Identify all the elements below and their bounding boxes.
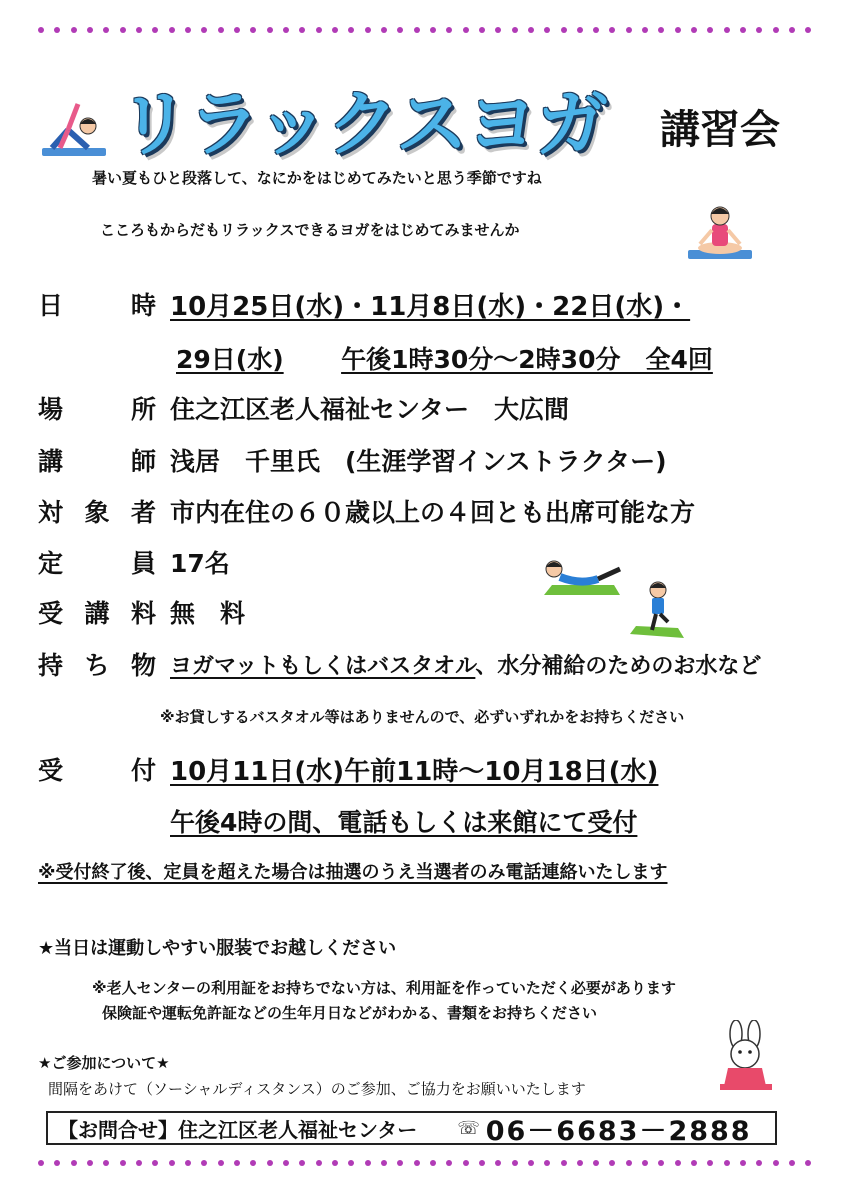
border-dot — [234, 1160, 240, 1166]
border-dot — [691, 27, 697, 33]
border-dot — [724, 1160, 730, 1166]
border-dot — [71, 1160, 77, 1166]
contact-box — [46, 1111, 777, 1145]
border-dot — [87, 1160, 93, 1166]
capacity-row — [38, 542, 230, 582]
border-dot — [414, 1160, 420, 1166]
border-dot — [250, 1160, 256, 1166]
participation-body: 間隔をあけて（ソーシャルディスタンス）のご参加、ご協力をお願いいたします — [48, 1080, 586, 1098]
border-dot — [169, 1160, 175, 1166]
reception-note: ※受付終了後、定員を超えた場合は抽選のうえ当選者のみ電話連絡いたします — [38, 862, 668, 883]
border-dot — [120, 1160, 126, 1166]
contact-phone: 06－6683－2888 — [485, 1115, 752, 1147]
border-dot — [430, 27, 436, 33]
items-note: ※お貸しするバスタオル等はありませんので、必ずいずれかをお持ちください — [160, 708, 685, 726]
intro-line-1: 暑い夏もひと段落して、なにかをはじめてみたいと思う季節ですね — [92, 169, 542, 187]
clothing-note: ★当日は運動しやすい服装でお越しください — [38, 938, 397, 959]
telephone-icon: ☏ — [457, 1117, 480, 1139]
capacity-label: 定 員 — [38, 549, 156, 578]
border-dot — [218, 1160, 224, 1166]
card-note-1: ※老人センターの利用証をお持ちでない方は、利用証を作っていただく必要があります — [92, 979, 676, 997]
border-dot — [348, 1160, 354, 1166]
border-dot — [609, 1160, 615, 1166]
border-dot — [446, 1160, 452, 1166]
border-dot — [544, 1160, 550, 1166]
border-dot — [675, 27, 681, 33]
border-dot — [642, 1160, 648, 1166]
border-dot — [463, 1160, 469, 1166]
fee-label: 受 講 料 — [38, 599, 156, 628]
reception-value-line2: 午後4時の間、電話もしくは来館にて受付 — [170, 808, 638, 837]
yoga-pose-illustration-2 — [540, 555, 624, 601]
border-dot — [250, 27, 256, 33]
border-dot — [120, 27, 126, 33]
border-dot — [658, 1160, 664, 1166]
instructor-row — [38, 440, 667, 480]
border-dot — [805, 27, 811, 33]
border-dot — [691, 1160, 697, 1166]
border-dot — [54, 1160, 60, 1166]
border-dot — [365, 27, 371, 33]
border-dot — [626, 27, 632, 33]
items-label: 持 ち 物 — [38, 651, 156, 680]
border-dot — [283, 1160, 289, 1166]
instructor-value: 浅居 千里氏 (生涯学習インストラクター) — [170, 447, 667, 476]
reception-value-line1: 10月11日(水)午前11時～10月18日(水) — [170, 756, 659, 787]
border-dot — [756, 1160, 762, 1166]
border-dot — [201, 27, 207, 33]
border-dot — [756, 27, 762, 33]
border-dot — [103, 1160, 109, 1166]
border-dot — [267, 27, 273, 33]
yoga-pose-illustration-1 — [38, 96, 110, 160]
border-dot — [773, 27, 779, 33]
border-dot — [593, 27, 599, 33]
target-label: 対 象 者 — [38, 498, 156, 527]
border-dot — [397, 1160, 403, 1166]
border-dot — [561, 1160, 567, 1166]
border-dot — [773, 1160, 779, 1166]
border-dot — [316, 1160, 322, 1166]
border-dot — [152, 1160, 158, 1166]
border-dot — [381, 27, 387, 33]
border-dot — [724, 27, 730, 33]
border-dot — [512, 27, 518, 33]
border-dot — [381, 1160, 387, 1166]
border-dot — [789, 1160, 795, 1166]
page-subtitle: 講習会 — [660, 107, 780, 153]
intro-line-2: こころもからだもリラックスできるヨガをはじめてみませんか — [100, 221, 520, 239]
items-value: ヨガマットもしくはバスタオル、水分補給のためのお水など — [170, 653, 762, 679]
border-dot — [185, 27, 191, 33]
border-dot — [577, 1160, 583, 1166]
border-dot — [658, 27, 664, 33]
border-dot — [740, 1160, 746, 1166]
border-dot — [707, 27, 713, 33]
border-dot — [642, 27, 648, 33]
card-note-2: 保険証や運転免許証などの生年月日などがわかる、書類をお持ちください — [102, 1004, 598, 1022]
fee-row — [38, 592, 245, 632]
participation-title: ★ご参加について★ — [38, 1054, 170, 1072]
contact-label: 【お問合せ】住之江区老人福祉センター — [58, 1117, 418, 1142]
border-dot — [169, 27, 175, 33]
date-label: 日 時 — [38, 291, 156, 320]
border-dot — [332, 27, 338, 33]
yoga-pose-illustration-3 — [628, 578, 688, 644]
border-dot — [544, 27, 550, 33]
title-block — [118, 72, 638, 166]
place-row — [38, 388, 569, 428]
capacity-value: 17名 — [170, 549, 230, 578]
border-dot — [397, 27, 403, 33]
border-dot — [463, 27, 469, 33]
border-dot — [185, 1160, 191, 1166]
border-dot — [218, 27, 224, 33]
border-dot — [626, 1160, 632, 1166]
border-dot — [430, 1160, 436, 1166]
page-title: リラックスヨガ — [118, 82, 606, 166]
border-dot — [201, 1160, 207, 1166]
border-dot — [805, 1160, 811, 1166]
border-dot — [267, 1160, 273, 1166]
border-dot — [479, 27, 485, 33]
border-dot — [348, 27, 354, 33]
rabbit-illustration — [712, 1020, 778, 1092]
border-dot — [54, 27, 60, 33]
border-dot — [283, 27, 289, 33]
border-dot — [593, 1160, 599, 1166]
border-dot — [136, 1160, 142, 1166]
target-row — [38, 491, 695, 531]
border-dot — [316, 27, 322, 33]
date-value-line2: 29日(水) 午後1時30分～2時30分 全4回 — [176, 345, 713, 374]
bottom-dotted-border — [38, 1158, 812, 1168]
border-dot — [103, 27, 109, 33]
border-dot — [152, 27, 158, 33]
target-value: 市内在住の６０歳以上の４回とも出席可能な方 — [170, 498, 696, 527]
border-dot — [234, 27, 240, 33]
reception-label: 受 付 — [38, 756, 156, 785]
border-dot — [609, 27, 615, 33]
instructor-label: 講 師 — [38, 447, 156, 476]
border-dot — [414, 27, 420, 33]
border-dot — [332, 1160, 338, 1166]
border-dot — [38, 1160, 44, 1166]
border-dot — [479, 1160, 485, 1166]
border-dot — [528, 1160, 534, 1166]
border-dot — [675, 1160, 681, 1166]
border-dot — [495, 27, 501, 33]
border-dot — [495, 1160, 501, 1166]
border-dot — [38, 27, 44, 33]
fee-value: 無 料 — [170, 599, 246, 628]
place-label: 場 所 — [38, 395, 156, 424]
items-row — [38, 644, 761, 684]
border-dot — [561, 27, 567, 33]
border-dot — [789, 27, 795, 33]
border-dot — [136, 27, 142, 33]
border-dot — [446, 27, 452, 33]
border-dot — [87, 27, 93, 33]
border-dot — [577, 27, 583, 33]
border-dot — [299, 27, 305, 33]
date-value-line1: 10月25日(水)・11月8日(水)・22日(水)・ — [170, 291, 691, 322]
border-dot — [740, 27, 746, 33]
border-dot — [299, 1160, 305, 1166]
border-dot — [528, 27, 534, 33]
meditation-illustration — [684, 200, 756, 262]
border-dot — [707, 1160, 713, 1166]
border-dot — [365, 1160, 371, 1166]
border-dot — [71, 27, 77, 33]
date-row — [38, 284, 690, 324]
top-dotted-border — [38, 25, 812, 35]
border-dot — [512, 1160, 518, 1166]
place-value: 住之江区老人福祉センター 大広間 — [170, 395, 570, 424]
reception-row — [38, 749, 658, 789]
